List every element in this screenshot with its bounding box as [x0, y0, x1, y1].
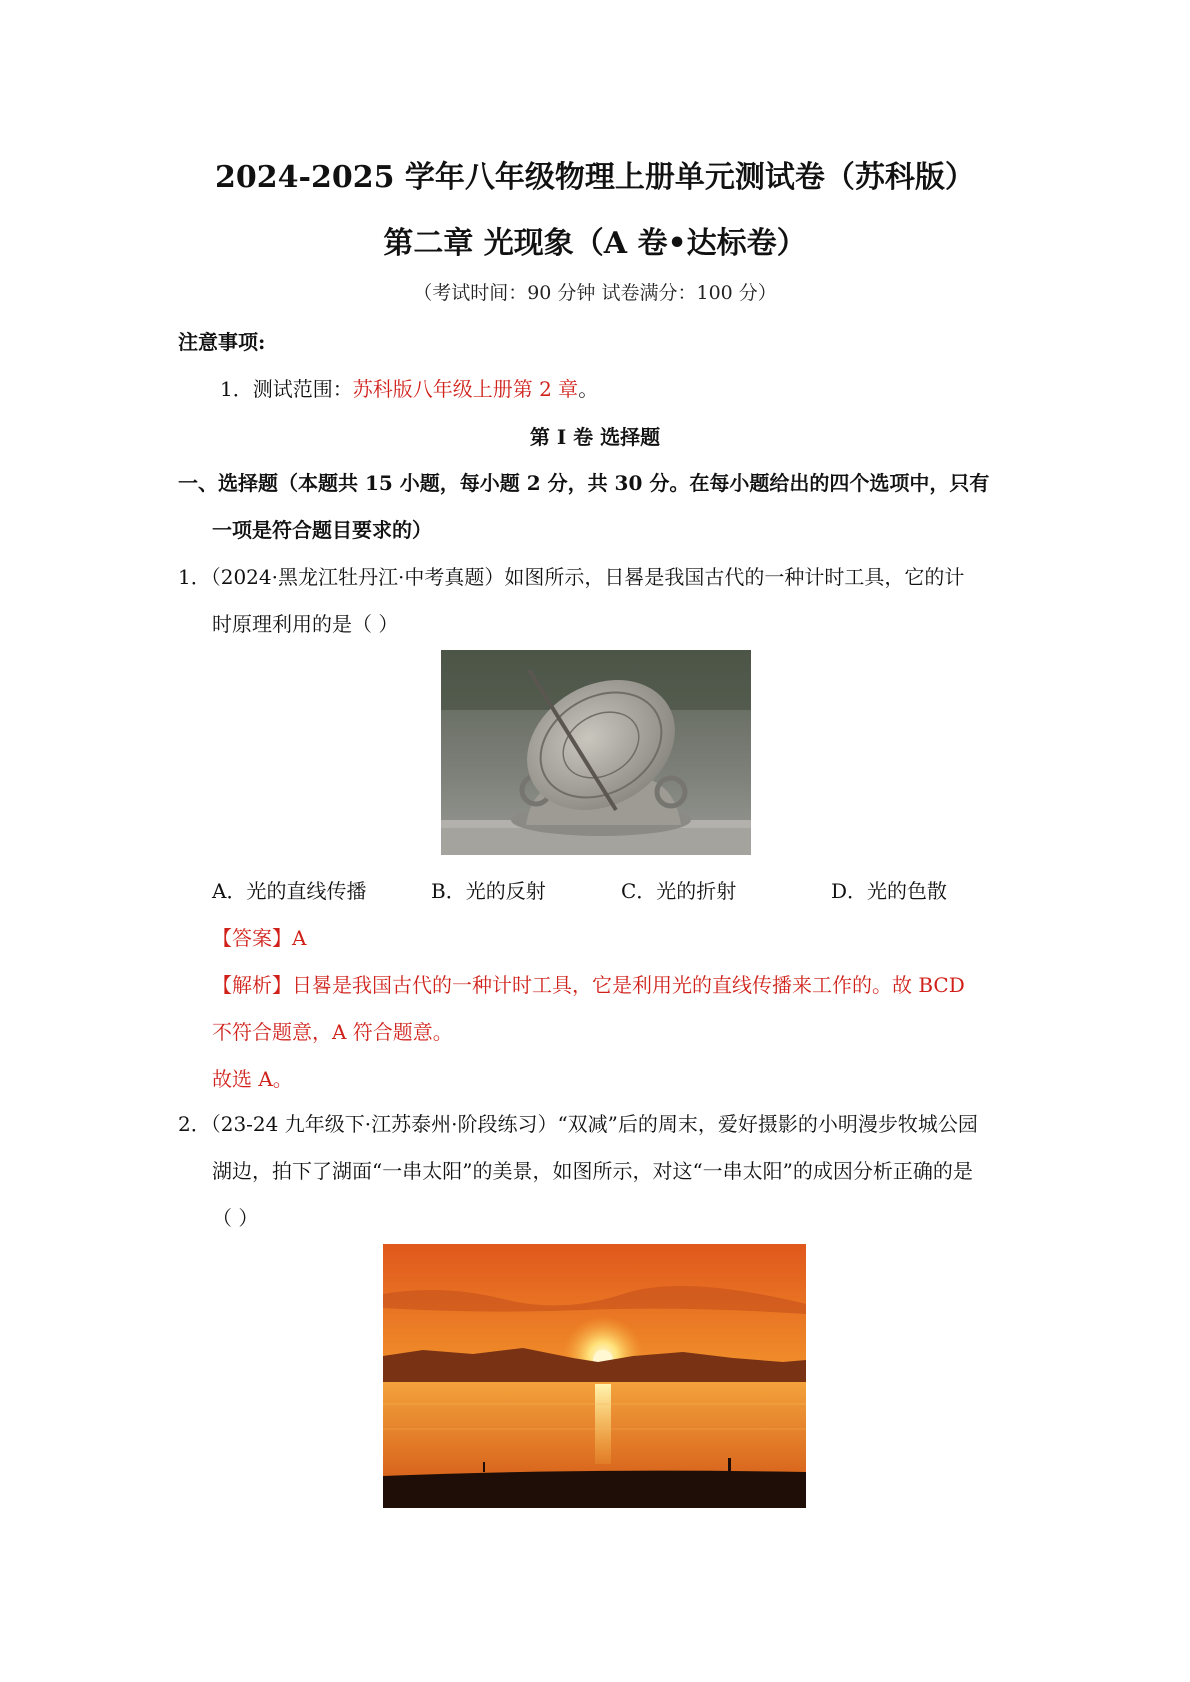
- section-heading: 第 I 卷 选择题: [529, 425, 661, 449]
- question-1-option-c: C．光的折射: [621, 879, 737, 903]
- answer-value: A: [292, 926, 307, 950]
- part-instructions-line2: 一项是符合题目要求的）: [212, 518, 432, 542]
- question-1-option-b: B．光的反射: [431, 879, 546, 903]
- question-2-stem-line1: 2．（23-24 九年级下·江苏泰州·阶段练习）“双减”后的周末，爱好摄影的小明漫步牧城公园: [178, 1112, 978, 1136]
- question-1-explanation-line3: 故选 A。: [212, 1067, 293, 1091]
- question-1-explanation-line1: [212, 969, 965, 998]
- notice-title: 注意事项:: [178, 330, 266, 354]
- question-1-stem-line2: 时原理利用的是（ ）: [212, 612, 399, 636]
- question-1-option-a: A．光的直线传播: [212, 879, 367, 903]
- sundial-image: [441, 650, 751, 855]
- question-1-answer: [212, 922, 306, 951]
- sunset-lake-image: [383, 1244, 806, 1508]
- notice-item: [220, 373, 598, 402]
- question-2-stem-line2: 湖边，拍下了湖面“一串太阳”的美景，如图所示，对这“一串太阳”的成因分析正确的是: [212, 1159, 973, 1183]
- question-1-stem-line1: 1．（2024·黑龙江牡丹江·中考真题）如图所示，日晷是我国古代的一种计时工具，它的计: [178, 565, 965, 589]
- question-1-explanation-line2: 不符合题意，A 符合题意。: [212, 1020, 453, 1044]
- part-instructions-line1: 一、选择题（本题共 15 小题，每小题 2 分，共 30 分。在每小题给出的四个选项中，只有: [178, 471, 990, 495]
- exam-info: （考试时间：90 分钟 试卷满分：100 分）: [413, 282, 777, 304]
- exam-title: 2024-2025 学年八年级物理上册单元测试卷（苏科版）: [215, 160, 975, 195]
- chapter-title: 第二章 光现象（A 卷•达标卷）: [383, 226, 807, 261]
- answer-tag: 【答案】: [212, 926, 292, 950]
- explanation-tag: 【解析】: [212, 973, 292, 997]
- question-2-stem-line3: （ ）: [212, 1206, 259, 1230]
- question-1-option-d: D．光的色散: [831, 879, 948, 903]
- notice-item-prefix: 1．测试范围：: [220, 377, 353, 401]
- explanation-text: 日晷是我国古代的一种计时工具，它是利用光的直线传播来工作的。故 BCD: [292, 973, 965, 997]
- notice-item-suffix: 。: [578, 377, 599, 401]
- notice-item-scope: 苏科版八年级上册第 2 章: [352, 377, 579, 401]
